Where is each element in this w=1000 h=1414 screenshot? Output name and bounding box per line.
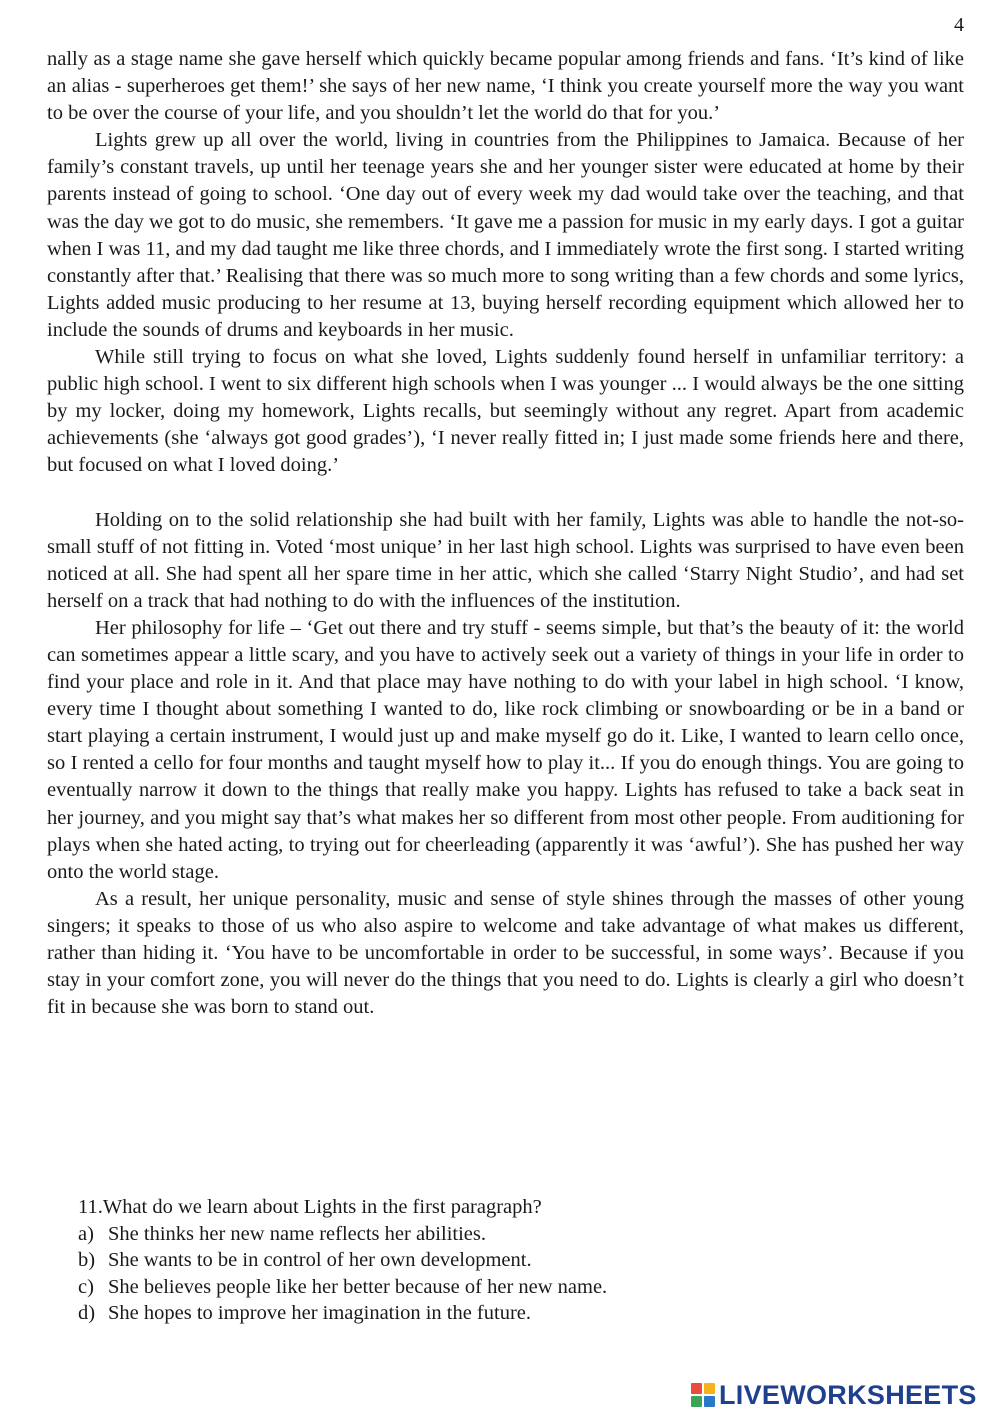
option-text: She thinks her new name reflects her abilities. (108, 1222, 486, 1245)
logo-square-3 (691, 1396, 702, 1407)
logo-square-2 (704, 1383, 715, 1394)
answer-options (78, 1221, 958, 1327)
paragraph-2: Lights grew up all over the world, living in countries from the Philippines to Jamaica. Because of her family’s constant travels, up until her teenage years she and her younger sister were educated at home by their parents instead of going to school. ‘One day out of every week my dad would take over the teaching, and that was the day we got to do music, she remembers. ‘It gave me a passion for music in my early days. I got a guitar when I was 11, and my dad taught me like three chords, and I immediately wrote the first song. I started writing constantly after that.’ Realising that there was so much more to song writing than a few chords and some lyrics, Lights added music producing to her resume at 13, buying herself recording equipment which allowed her to include the sounds of drums and keyboards in her music. (47, 129, 964, 341)
answer-option-c[interactable] (78, 1274, 958, 1301)
question-11 (78, 1194, 958, 1327)
option-letter: d) (78, 1302, 96, 1325)
paragraph-6: As a result, her unique personality, music and sense of style shines through the masses of other young singers; it speaks to those of us who also aspire to welcome and take advantage of what makes us different, rather than hiding it. ‘You have to be uncomfortable in order to be successful, in some ways’. Because if you stay in your comfort zone, you will never do the things that you need to do. Lights is clearly a girl who doesn’t fit in because she was born to stand out. (47, 887, 964, 1019)
paragraph-4: Holding on to the solid relationship she had built with her family, Lights was able to handle the not-so-small stuff of not fitting in. Voted ‘most unique’ in her last high school. Lights was surprised to have even been noticed at all. She had spent all her spare time in her attic, which she called ‘Starry Night Studio’, and had set herself on a track that had nothing to do with the influences of the institution. (47, 508, 964, 612)
article-text (47, 46, 964, 1021)
liveworksheets-logo-icon (691, 1383, 715, 1407)
answer-option-b[interactable] (78, 1247, 958, 1274)
paragraph-3: While still trying to focus on what she loved, Lights suddenly found herself in unfamiliar territory: a public high school. I went to six different high schools when I was younger ... I would always be the one sitting by my locker, doing my homework, Lights recalls, but seemingly without any regret. Apart from academic achievements (she ‘always got good grades’), ‘I never really fitted in; I just made some friends here and there, but focused on what I loved doing.’ (47, 346, 964, 477)
logo-square-4 (704, 1396, 715, 1407)
answer-option-a[interactable] (78, 1221, 958, 1248)
option-text: She wants to be in control of her own development. (108, 1249, 532, 1272)
logo-text: LIVEWORKSHEETS (719, 1379, 977, 1410)
option-letter: c) (78, 1275, 94, 1298)
answer-option-d[interactable] (78, 1300, 958, 1327)
logo-square-1 (691, 1383, 702, 1394)
page-number: 4 (954, 14, 964, 36)
paragraph-1: nally as a stage name she gave herself which quickly became popular among friends and fans. ‘It’s kind of like an alias - superheroes get them!’ she says of her new name, ‘I think you create yourself more the way you want to be over the course of your life, and you shouldn’t let the world do that for you.’ (47, 48, 964, 125)
question-stem: 11.What do we learn about Lights in the first paragraph? (78, 1196, 542, 1218)
option-text: She believes people like her better because of her new name. (108, 1275, 608, 1298)
paragraph-5: Her philosophy for life – ‘Get out there and try stuff - seems simple, but that’s the beauty of it: the world can sometimes appear a little scary, and you have to actively seek out a variety of things in your life in order to find your place and role in it. And that place may have nothing to do with your label in high school. ‘I know, every time I thought about something I wanted to do, like rock climbing or snowboarding or be in a band or start playing a certain instrument, I would just up and make myself go do it. Like, I wanted to learn cello once, so I rented a cello for four months and taught myself how to play it... If you do enough things. You are going to eventually narrow it down to the things that really make you happy. Lights has refused to take a back seat in her journey, and you might say that’s what makes her so different from most other people. From auditioning for plays when she hated acting, to trying out for cheerleading (apparently it was ‘awful’). She has pushed her way onto the world stage. (47, 616, 964, 883)
option-text: She hopes to improve her imagination in the future. (108, 1302, 532, 1325)
option-letter: a) (78, 1222, 94, 1245)
option-letter: b) (78, 1249, 96, 1272)
liveworksheets-logo (691, 1377, 977, 1413)
